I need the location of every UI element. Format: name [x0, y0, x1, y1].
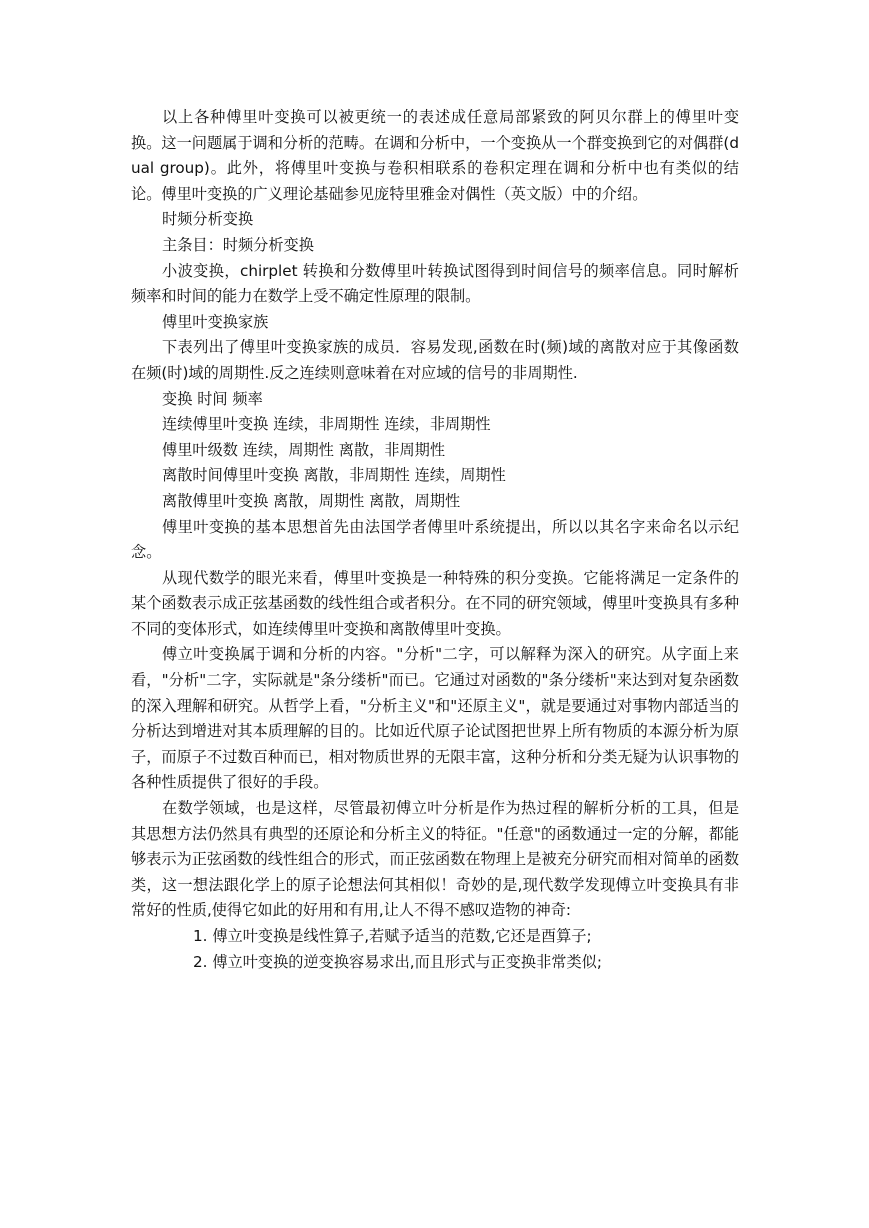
paragraph-family-intro: 下表列出了傅里叶变换家族的成员．容易发现,函数在时(频)域的离散对应于其像函数在频(时)域的周期性.反之连续则意味着在对应域的信号的非周期性. [131, 338, 739, 382]
list-number: 2. [193, 952, 208, 971]
paragraph-wavelet: 小波变换，chirplet 转换和分数傅里叶转换试图得到时间信号的频率信息。同时解析频率和时间的能力在数学上受不确定性原理的限制。 [131, 261, 739, 306]
table-header-row: 变换 时间 频率 [162, 389, 263, 408]
table-row-continuous: 连续傅里叶变换 连续，非周期性 连续，非周期性 [162, 415, 491, 434]
paragraph-harmonic-analysis: 傅立叶变换属于调和分析的内容。"分析"二字，可以解释为深入的研究。从字面上来看，"分析"二字，实际就是"条分缕析"而已。它通过对函数的"条分缕析"来达到对复杂函数的深入理解和研究。从哲学上看，"分析主义"和"还原主义"，就是要通过对事物内部适当的分析达到增进对其本质理解的目的。比如近代原子论试图把世界上所有物质的本源分析为原子，而原子不过数百种而已，相对物质世界的无限丰富，这种分析和分类无疑为认识事物的各种性质提供了很好的手段。 [131, 645, 739, 792]
paragraph-pontryagin-duality: 以上各种傅里叶变换可以被更统一的表述成任意局部紧致的阿贝尔群上的傅里叶变换。这一问题属于调和分析的范畴。在调和分析中，一个变换从一个群变换到它的对偶群(dual group)。此外，将傅里叶变换与卷积相联系的卷积定理在调和分析中也有类似的结论。傅里叶变换的广义理论基础参见庞特里雅金对偶性（英文版）中的介绍。 [131, 108, 739, 203]
table-row-series: 傅里叶级数 连续，周期性 离散，非周期性 [162, 440, 446, 459]
document-body [131, 105, 739, 975]
paragraph-modern-view: 从现代数学的眼光来看，傅里叶变换是一种特殊的积分变换。它能将满足一定条件的某个函数表示成正弦基函数的线性组合或者积分。在不同的研究领域，傅里叶变换具有多种不同的变体形式，如连续傅里叶变换和离散傅里叶变换。 [131, 568, 739, 638]
list-item [131, 950, 739, 976]
list-text: 傅立叶变换是线性算子,若赋予适当的范数,它还是酉算子; [212, 927, 592, 945]
list-item [131, 924, 739, 950]
list-text: 傅立叶变换的逆变换容易求出,而且形式与正变换非常类似; [212, 952, 602, 971]
list-number: 1. [193, 927, 208, 945]
main-entry-note: 主条目：时频分析变换 [162, 235, 314, 254]
paragraph-origin: 傅里叶变换的基本思想首先由法国学者傅里叶系统提出，所以以其名字来命名以示纪念。 [131, 517, 739, 562]
heading-fourier-family: 傅里叶变换家族 [162, 312, 269, 331]
paragraph-math-field: 在数学领域，也是这样，尽管最初傅立叶分析是作为热过程的解析分析的工具，但是其思想方法仍然具有典型的还原论和分析主义的特征。"任意"的函数通过一定的分解，都能够表示为正弦函数的线性组合的形式，而正弦函数在物理上是被充分研究而相对简单的函数类，这一想法跟化学上的原子论想法何其相似！奇妙的是,现代数学发现傅立叶变换具有非常好的性质,使得它如此的好用和有用,让人不得不感叹造物的神奇: [131, 799, 739, 920]
table-row-dft: 离散傅里叶变换 离散，周期性 离散，周期性 [162, 491, 461, 510]
heading-time-frequency: 时频分析变换 [162, 210, 254, 229]
table-row-dtft: 离散时间傅里叶变换 离散，非周期性 连续，周期性 [162, 466, 506, 485]
